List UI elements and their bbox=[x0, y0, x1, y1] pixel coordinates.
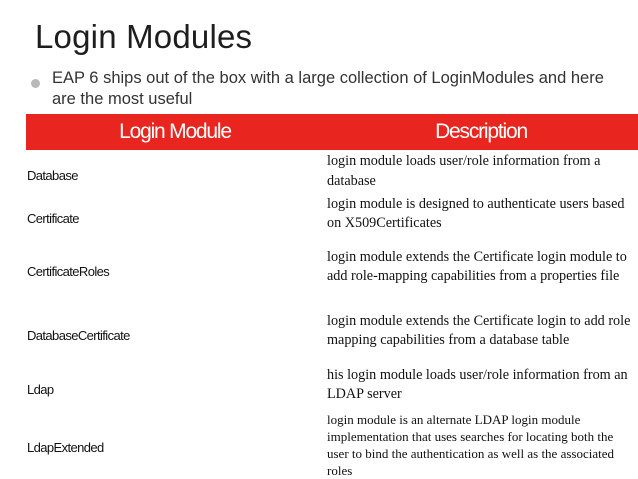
header-login-module: Login Module bbox=[119, 120, 231, 143]
module-name: Database bbox=[27, 168, 78, 183]
module-description: his login module loads user/role information from an LDAP server bbox=[327, 366, 628, 402]
module-name: DatabaseCertificate bbox=[27, 327, 130, 343]
module-description: login module extends the Certificate login to add role mapping capabilities from a database table bbox=[327, 312, 631, 348]
table-row bbox=[26, 407, 638, 479]
module-description: login module loads user/role information from a database bbox=[327, 153, 601, 189]
table-header-row bbox=[26, 114, 638, 150]
module-description: login module extends the Certificate login module to add role-mapping capabilities from a properties file bbox=[327, 248, 627, 284]
table-row bbox=[26, 193, 638, 235]
bullet-text: EAP 6 ships out of the box with a large collection of LoginModules and here are the most useful bbox=[52, 69, 604, 108]
module-name: LdapExtended bbox=[27, 439, 104, 455]
module-description: login module is an alternate LDAP login module implementation that uses searches for locating both the user to bind the authentication as well as the associated roles bbox=[327, 412, 614, 478]
table-row bbox=[26, 150, 638, 193]
table-row bbox=[26, 363, 638, 407]
table-row bbox=[26, 299, 638, 363]
module-name: Ldap bbox=[27, 381, 54, 397]
module-name: CertificateRoles bbox=[27, 263, 110, 279]
slide-title: Login Modules bbox=[35, 18, 253, 55]
module-description: login module is designed to authenticate users based on X509Certificates bbox=[327, 195, 625, 231]
header-description: Description bbox=[435, 120, 527, 143]
login-modules-table bbox=[26, 114, 638, 479]
table-row bbox=[26, 235, 638, 299]
bullet-icon bbox=[31, 79, 40, 88]
module-name: Certificate bbox=[27, 210, 79, 226]
